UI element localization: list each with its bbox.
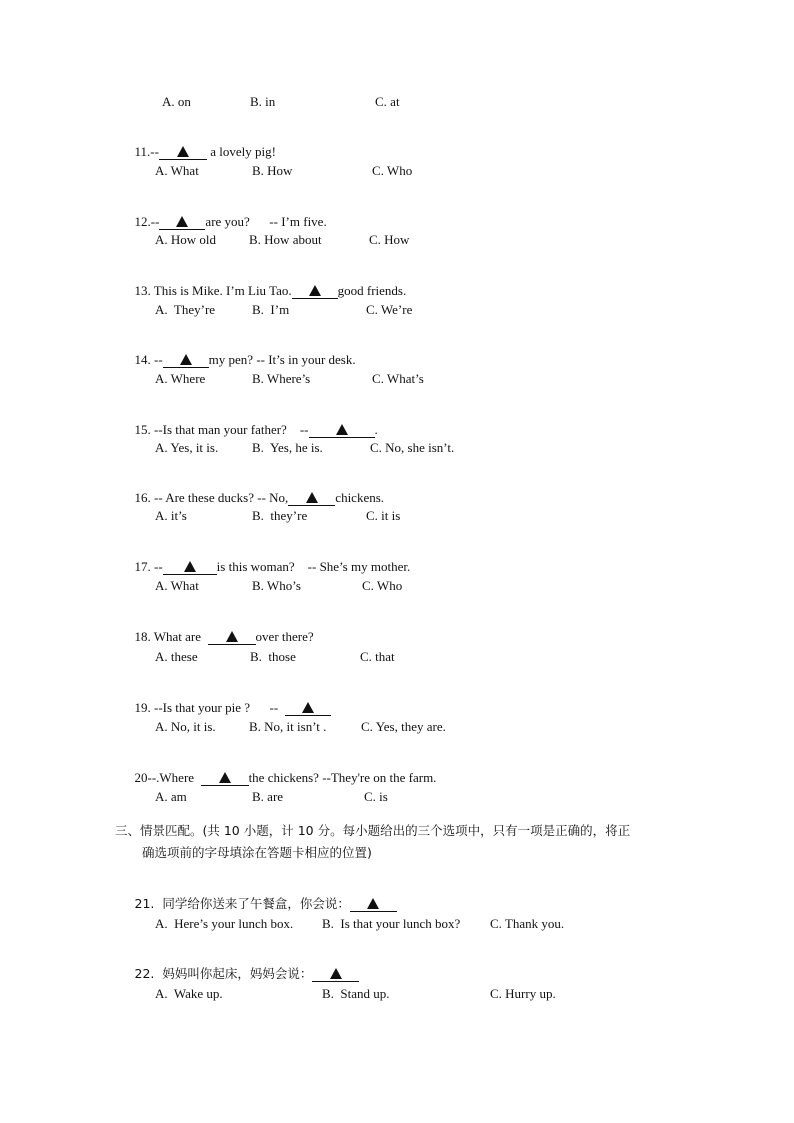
- question-18-stem-start: 18. What are: [134, 629, 208, 644]
- question-22-stem: 22. 妈妈叫你起床，妈妈会说：: [134, 966, 313, 981]
- question-15-stem-start: 15. --Is that man your father? --: [134, 422, 309, 437]
- answer-blank: [201, 771, 249, 786]
- q17-option-c: C. Who: [362, 578, 403, 593]
- q14-option-b: B. Where’s: [252, 371, 311, 386]
- q13-option-c: C. We’re: [366, 302, 413, 317]
- question-17-stem-end: is this woman? -- She’s my mother.: [216, 559, 411, 574]
- triangle-marker-icon: [219, 772, 231, 783]
- q18-option-a: A. these: [155, 649, 198, 664]
- question-20-stem-start: 20--.Where: [134, 770, 201, 785]
- section-3-heading-line-2: 确选项前的字母填涂在答题卡相应的位置): [142, 845, 372, 860]
- triangle-marker-icon: [330, 968, 342, 979]
- answer-blank: [163, 560, 217, 575]
- question-14-stem-end: my pen? -- It’s in your desk.: [208, 352, 356, 367]
- q14-option-a: A. Where: [155, 371, 206, 386]
- q15-option-a: A. Yes, it is.: [155, 440, 219, 455]
- q13-option-b: B. I’m: [252, 302, 290, 317]
- triangle-marker-icon: [226, 631, 238, 642]
- triangle-marker-icon: [302, 702, 314, 713]
- answer-blank: [159, 215, 205, 230]
- question-13-stem-start: 13. This is Mike. I’m Liu Tao.: [134, 283, 292, 298]
- q19-option-a: A. No, it is.: [155, 719, 216, 734]
- question-11-stem-start: 11.--: [134, 144, 159, 159]
- answer-blank: [309, 423, 375, 438]
- q16-option-c: C. it is: [366, 508, 401, 523]
- q12-option-a: A. How old: [155, 232, 217, 247]
- question-13-stem-end: good friends.: [337, 283, 407, 298]
- q11-option-a: A. What: [155, 163, 199, 178]
- question-19: [128, 684, 331, 716]
- question-20-stem-end: the chickens? --They're on the farm.: [248, 770, 437, 785]
- triangle-marker-icon: [176, 216, 188, 227]
- q18-option-b: B. those: [250, 649, 296, 664]
- question-19-stem-start: 19. --Is that your pie ? --: [134, 700, 285, 715]
- q21-option-c: C. Thank you.: [490, 916, 565, 931]
- question-21: [128, 880, 397, 912]
- q13-option-a: A. They’re: [155, 302, 216, 317]
- q12-option-b: B. How about: [249, 232, 322, 247]
- q22-option-c: C. Hurry up.: [490, 986, 556, 1001]
- q16-option-b: B. they’re: [252, 508, 308, 523]
- question-17-stem-start: 17. --: [134, 559, 163, 574]
- question-17: [128, 543, 410, 575]
- answer-blank: [159, 145, 207, 160]
- q10-option-a: A. on: [162, 94, 191, 109]
- q11-option-c: C. Who: [372, 163, 413, 178]
- answer-blank: [350, 897, 397, 912]
- question-12: [128, 198, 327, 230]
- q22-option-b: B. Stand up.: [322, 986, 390, 1001]
- question-14: [128, 336, 356, 368]
- answer-blank: [208, 630, 256, 645]
- q20-option-a: A. am: [155, 789, 187, 804]
- triangle-marker-icon: [336, 424, 348, 435]
- q15-option-c: C. No, she isn’t.: [370, 440, 455, 455]
- q22-option-a: A. Wake up.: [155, 986, 223, 1001]
- q17-option-b: B. Who’s: [252, 578, 301, 593]
- question-20: [128, 754, 436, 786]
- question-12-stem-start: 12.--: [134, 214, 160, 229]
- q11-option-b: B. How: [252, 163, 293, 178]
- question-14-stem-start: 14. --: [134, 352, 163, 367]
- question-13: [128, 267, 406, 299]
- answer-blank: [312, 967, 359, 982]
- q21-option-b: B. Is that your lunch box?: [322, 916, 461, 931]
- triangle-marker-icon: [306, 492, 318, 503]
- question-15-stem-end: .: [374, 422, 378, 437]
- answer-blank: [288, 491, 335, 506]
- q16-option-a: A. it’s: [155, 508, 187, 523]
- question-16: [128, 474, 384, 506]
- q12-option-c: C. How: [369, 232, 410, 247]
- triangle-marker-icon: [180, 354, 192, 365]
- question-16-stem-start: 16. -- Are these ducks? -- No,: [134, 490, 289, 505]
- question-21-stem: 21. 同学给你送来了午餐盒，你会说：: [134, 896, 350, 911]
- q14-option-c: C. What’s: [372, 371, 424, 386]
- q19-option-b: B. No, it isn’t .: [249, 719, 327, 734]
- q18-option-c: C. that: [360, 649, 395, 664]
- q20-option-c: C. is: [364, 789, 388, 804]
- q15-option-b: B. Yes, he is.: [252, 440, 323, 455]
- q10-option-c: C. at: [375, 94, 400, 109]
- q17-option-a: A. What: [155, 578, 199, 593]
- question-11: [128, 128, 276, 160]
- triangle-marker-icon: [309, 285, 321, 296]
- triangle-marker-icon: [177, 146, 189, 157]
- question-22: [128, 950, 359, 982]
- question-18: [128, 613, 314, 645]
- q19-option-c: C. Yes, they are.: [361, 719, 446, 734]
- answer-blank: [285, 701, 331, 716]
- question-18-stem-end: over there?: [255, 629, 314, 644]
- question-16-stem-end: chickens.: [335, 490, 385, 505]
- question-12-stem-end: are you? -- I’m five.: [205, 214, 327, 229]
- question-15: [128, 406, 378, 438]
- q10-option-b: B. in: [250, 94, 276, 109]
- q20-option-b: B. are: [252, 789, 284, 804]
- answer-blank: [292, 284, 338, 299]
- question-11-stem-end: a lovely pig!: [206, 144, 276, 159]
- triangle-marker-icon: [184, 561, 196, 572]
- q21-option-a: A. Here’s your lunch box.: [155, 916, 294, 931]
- triangle-marker-icon: [367, 898, 379, 909]
- answer-blank: [163, 353, 209, 368]
- section-3-heading-line-1: 三、情景匹配。(共 10 小题，计 10 分。每小题给出的三个选项中，只有一项是正确的，将正: [115, 823, 631, 838]
